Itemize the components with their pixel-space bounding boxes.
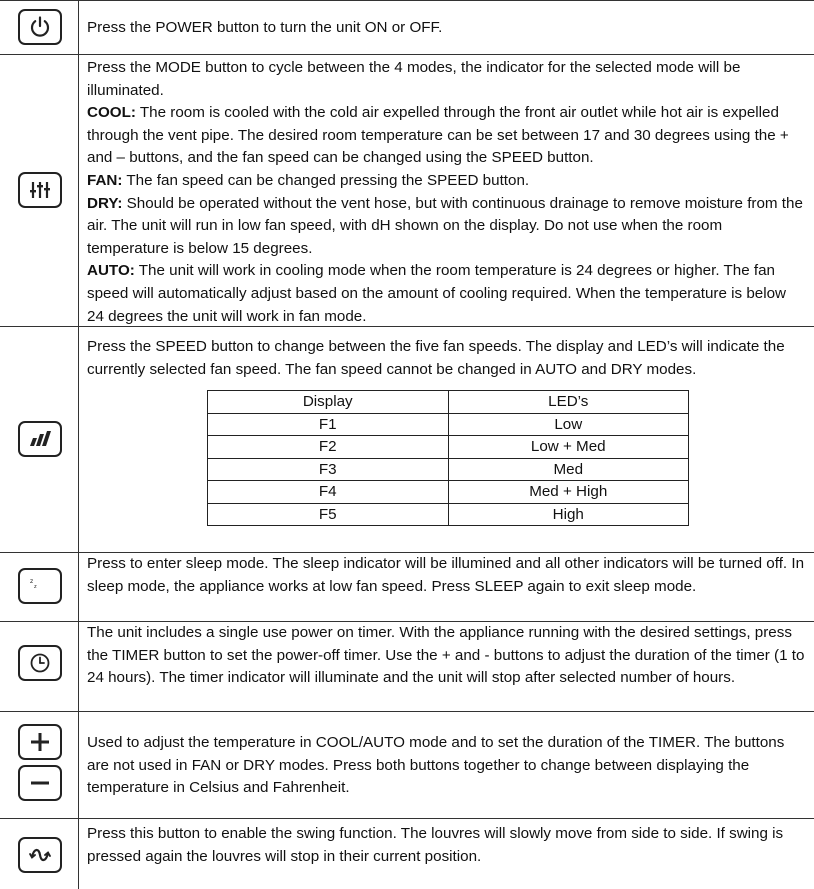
table-row xyxy=(208,458,689,481)
plus-minus-row xyxy=(0,711,814,818)
table-cell-leds: High xyxy=(448,503,689,526)
plus-minus-description: Used to adjust the temperature in COOL/AUTO mode and to set the duration of the TIMER. The buttons are not used in FAN or DRY modes. Press both buttons together to change between displaying the temperature in Celsius and Fahrenheit. xyxy=(87,734,785,797)
swing-description: Press this button to enable the swing function. The louvres will slowly move from side to side. If swing is pressed again the louvres will stop in their current position. xyxy=(87,825,784,865)
power-icon xyxy=(28,15,52,39)
table-cell-leds: Low + Med xyxy=(448,436,689,459)
mode-dry xyxy=(87,193,806,261)
mode-cool xyxy=(87,102,806,170)
table-cell-display: F2 xyxy=(208,436,449,459)
swing-button[interactable] xyxy=(18,837,62,873)
table-row xyxy=(208,436,689,459)
fan-speed-table xyxy=(207,390,689,526)
mode-auto xyxy=(87,260,806,328)
plus-icon xyxy=(29,731,51,753)
minus-button[interactable] xyxy=(18,765,62,801)
swing-icon xyxy=(29,845,51,865)
svg-text:z: z xyxy=(34,584,37,590)
mode-row xyxy=(0,54,814,326)
power-button[interactable] xyxy=(18,9,62,45)
table-header-display: Display xyxy=(208,391,449,414)
table-cell-display: F1 xyxy=(208,413,449,436)
speed-button[interactable] xyxy=(18,421,62,457)
fan-speed-bars-icon xyxy=(28,431,52,447)
table-cell-display: F4 xyxy=(208,481,449,504)
sleep-moon-icon xyxy=(28,575,52,597)
mode-button[interactable] xyxy=(18,172,62,208)
timer-button[interactable] xyxy=(18,645,62,681)
timer-description: The unit includes a single use power on timer. With the appliance running with the desired settings, press the TIMER button to set the power-off timer. Use the + and - buttons to adjust the duration of the timer (1 to 24 hours). The timer indicator will illuminate and the unit will stop after selected number of hours. xyxy=(87,624,805,687)
table-header-row xyxy=(208,391,689,414)
auto-text: The unit will work in cooling mode when the room temperature is 24 degrees or higher. The fan speed will automatically adjust based on the amount of cooling required. When the temperature is below 24 degrees the unit will work in fan mode. xyxy=(87,262,787,325)
fan-label: FAN: xyxy=(87,171,123,189)
dry-text: Should be operated without the vent hose, but with continuous drainage to remove moisture from the air. The unit will run in low fan speed, with dH shown on the display. Do not use when the room temperature is below 15 degrees. xyxy=(87,194,803,257)
fan-text: The fan speed can be changed pressing the SPEED button. xyxy=(122,171,530,189)
mode-intro: Press the MODE button to cycle between the 4 modes, the indicator for the selected mode will be illuminated. xyxy=(87,59,741,99)
speed-row xyxy=(0,326,814,552)
sleep-description: Press to enter sleep mode. The sleep indicator will be illumined and all other indicators will be turned off. In sleep mode, the appliance works at low fan speed. Press SLEEP again to exit sleep mode. xyxy=(87,555,805,595)
minus-icon xyxy=(29,772,51,794)
table-row xyxy=(208,503,689,526)
auto-label: AUTO: xyxy=(87,262,135,280)
timer-row xyxy=(0,621,814,711)
swing-row xyxy=(0,818,814,889)
sleep-row xyxy=(0,552,814,621)
table-row xyxy=(208,413,689,436)
svg-text:z: z xyxy=(30,578,34,585)
table-row xyxy=(208,481,689,504)
mode-fan xyxy=(87,170,806,193)
table-cell-display: F5 xyxy=(208,503,449,526)
power-row xyxy=(0,0,814,54)
dry-label: DRY: xyxy=(87,194,123,212)
timer-clock-icon xyxy=(29,652,51,674)
sleep-button[interactable] xyxy=(18,568,62,604)
mode-sliders-icon xyxy=(29,179,51,201)
speed-description: Press the SPEED button to change between the five fan speeds. The display and LED’s will indicate the currently selected fan speed. The fan speed cannot be changed in AUTO and DRY modes. xyxy=(87,338,785,378)
table-header-leds: LED’s xyxy=(448,391,689,414)
table-cell-display: F3 xyxy=(208,458,449,481)
power-description: Press the POWER button to turn the unit ON or OFF. xyxy=(87,19,443,36)
table-cell-leds: Med xyxy=(448,458,689,481)
cool-text: The room is cooled with the cold air expelled through the front air outlet while hot air is expelled through the vent pipe. The desired room temperature can be set between 17 and 30 degrees using the + and – buttons, and the fan speed can be changed using the SPEED button. xyxy=(87,104,789,167)
plus-button[interactable] xyxy=(18,724,62,760)
table-cell-leds: Med + High xyxy=(448,481,689,504)
cool-label: COOL: xyxy=(87,104,136,122)
table-cell-leds: Low xyxy=(448,413,689,436)
